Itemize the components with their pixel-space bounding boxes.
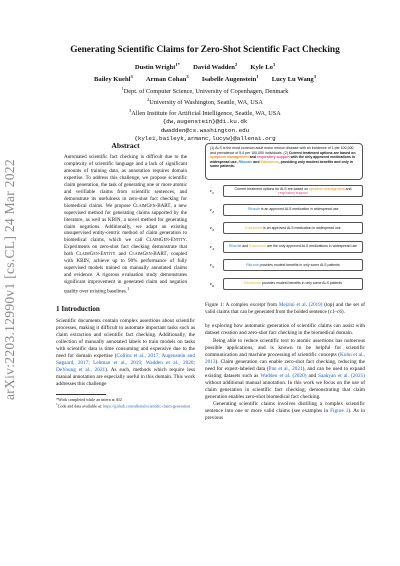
citation-link[interactable]: Collins et al., 2017; Augenstein and Søgaard, 2017; Lehman et al., 2019; Wadden et al., 2020; DeYoung et al., 2021 [56,352,195,374]
body-paragraph-1: by exploring how automatic generation of scientific claims can assist with dataset creation and zero-shot fact checking in the biomedical domain. [205,323,365,337]
claim-label: $c_3$ [210,225,214,232]
citation-link[interactable]: Kuhn et al., 2013 [205,351,365,365]
source-excerpt-box: (1) ALS is the most common adult motor neuron disease with an incidence of 1 per 100,000 and prevalence of 5.4 per 100,000 individuals. (2) Current treatment options are based on symptom management and respiratory support with the only approved medications in widespread use, Riluzole and Edaravone, providing only modest benefits and only in some patients. [205,143,363,180]
author-block [40,61,370,143]
figure-ref-link[interactable]: Figure 1 [330,407,349,414]
generated-claim: Riluzole is an approved ALS medication in widespread use [223,204,363,216]
author-name: Lucy Lu Wang$^3$ [271,73,316,83]
claim-label: $c_5$ [210,262,214,269]
author-name: Dustin Wright$^{1*}$ [134,62,180,72]
generated-claim: Riluzole provides modest benefits in only some ALS patients [223,259,363,271]
generated-claim: Riluzole and Edaravone are the only approved ALS medications in widespread use [223,241,363,253]
footnote-1: *Work completed while an intern at AI2 [56,397,122,403]
paper-title: Generating Scientific Claims for Zero-Shot Scientific Fact Checking [70,45,340,55]
method-name: ClaimGen-BART [132,202,171,209]
citation-link[interactable]: Mejzini et al. (2019) [278,302,323,308]
section-heading-introduction: 1 Introduction [56,304,100,313]
affiliations [40,85,370,119]
claim-label: $c_4$ [210,243,214,251]
author-name: David Wadden$^2$ [193,62,238,72]
claim-label: $c_1$ [210,188,214,195]
citation-link[interactable]: Wadden et al. (2020) [260,372,307,379]
abstract-text: Automated scientific fact checking is difficult due to the complexity of scientific language and a lack of significant amounts of training data, as annotation requires domain expertise. To address this challenge, we propose scientific claim generation, the task of generating one or more atomic and verifiable claims from scientific sentences, and demonstrate its usefulness in zero-shot fact checking for biomedical claims. We propose ClaimGen-BART, a new supervised method for generating claims supported by the literature, as well as KBIN, a novel method for generating claim negations. Additionally, we adapt an existing unsupervised entity-centric method of claim generation to biomedical claims, which we call ClaimGen-Entity. Experiments on zero-shot fact checking demonstrate that both ClaimGen-Entity and ClaimGen-BART, coupled with KBIN, achieve up to 90% performance of fully supervised models trained on manually annotated claims and evidence. A rigorous evaluation study demonstrates significant improvement in generated claim and negation quality over existing baselines.$^1$ [64,154,187,295]
code-link[interactable]: https://github.com/allenai/scientific-claim-generation [103,403,191,409]
body-paragraph-2: Being able to reduce scientific text to atomic assertions has numerous possible applications, and is known to be helpful for scientific communication and machine processing of scientific concepts (Kuhn et al., 2013). Claim generation can enable zero-shot fact checking, reducing the need for expert-labeled data (Pan et al., 2021), and can be used to expand existing datasets such as Wadden et al. (2020) and Saakyan et al. (2021) without additional manual annotation. In this work we focus on the use of claim generation in scientific fact checking, demonstrating that claim generation enables zero-shot biomedical fact checking. [205,337,366,400]
method-name: ClaimGen-Entity [146,237,186,244]
citation-link[interactable]: Saakyan et al. (2021) [318,372,365,379]
citation-link[interactable]: Pan et al., 2021 [268,365,303,372]
author-line-1 [40,61,370,73]
author-line-2 [40,73,370,85]
affiliation-line: $^3$Allen Institute for Artificial Intelligence, Seattle, WA, USA [129,108,281,118]
body-paragraph-3: Generating scientific claims involves distilling a complex scientific sentence into one or more valid claims (see examples in Figure 1). As in previous [205,400,365,422]
method-name: ClaimGen-Entity [76,251,116,258]
arxiv-stamp: arXiv:2203.12990v1 [cs.CL] 24 Mar 2022 [2,159,17,401]
email-1: {dw,augenstein}@di.ku.dk [162,118,248,126]
right-column [205,143,365,422]
footnote-2: $^1$Code and data available at: https://github.com/allenai/scientific-claim-generation [56,402,191,409]
author-name: Arman Cohan$^3$ [145,73,189,83]
method-name: ClaimGen-BART [128,251,167,258]
author-name: Isabelle Augenstein$^1$ [201,73,259,83]
claim-label: $c_6$ [210,280,214,288]
author-name: Bailey Kuehl$^3$ [94,73,133,83]
author-name: Kyle Lo$^3$ [250,62,276,72]
intro-paragraph: Scientific documents contain complex assertions about scientific processes, making it difficult to automate important tasks such as claim extraction and scientific fact checking. Additionally, the collection of manually annotated labels to train models on tasks with scientific data is time consuming and expensive due to the need for domain expertise (Collins et al., 2017; Augenstein and Søgaard, 2017; Lehman et al., 2019; Wadden et al., 2020; DeYoung et al., 2021). As such, methods which require less manual annotation are especially useful in this domain. This work addresses this challenge [56,317,195,388]
figure-caption: Figure 1: A complex excerpt from Mejzini et al. (2019) (top) and the set of valid claims that can be generated from the bolded sentence (c1–c6). [205,302,365,315]
abstract-heading: Abstract [111,141,140,150]
footnote-rule [56,394,106,395]
generated-claim: Edaravone is an approved ALS medication in widespread use [223,222,363,234]
generated-claim: Edaravone provides modest benefits in only some ALS patients [223,278,363,290]
left-column [56,141,195,409]
generated-claim: Current treatment options for ALS are based on symptom management and respiratory support [223,185,363,197]
affiliation-line: $^2$University of Washington, Seattle, WA, USA [147,96,263,106]
affiliation-line: $^1$Dept. of Computer Science, University of Copenhagen, Denmark [121,85,289,95]
figure-1 [205,143,365,298]
email-2: dwadden@cs.washington.edu [160,126,250,134]
claim-label: $c_2$ [210,206,214,214]
email-3: {kyle1,baileyk,armanc,lucyw}@allenai.org [134,134,276,142]
